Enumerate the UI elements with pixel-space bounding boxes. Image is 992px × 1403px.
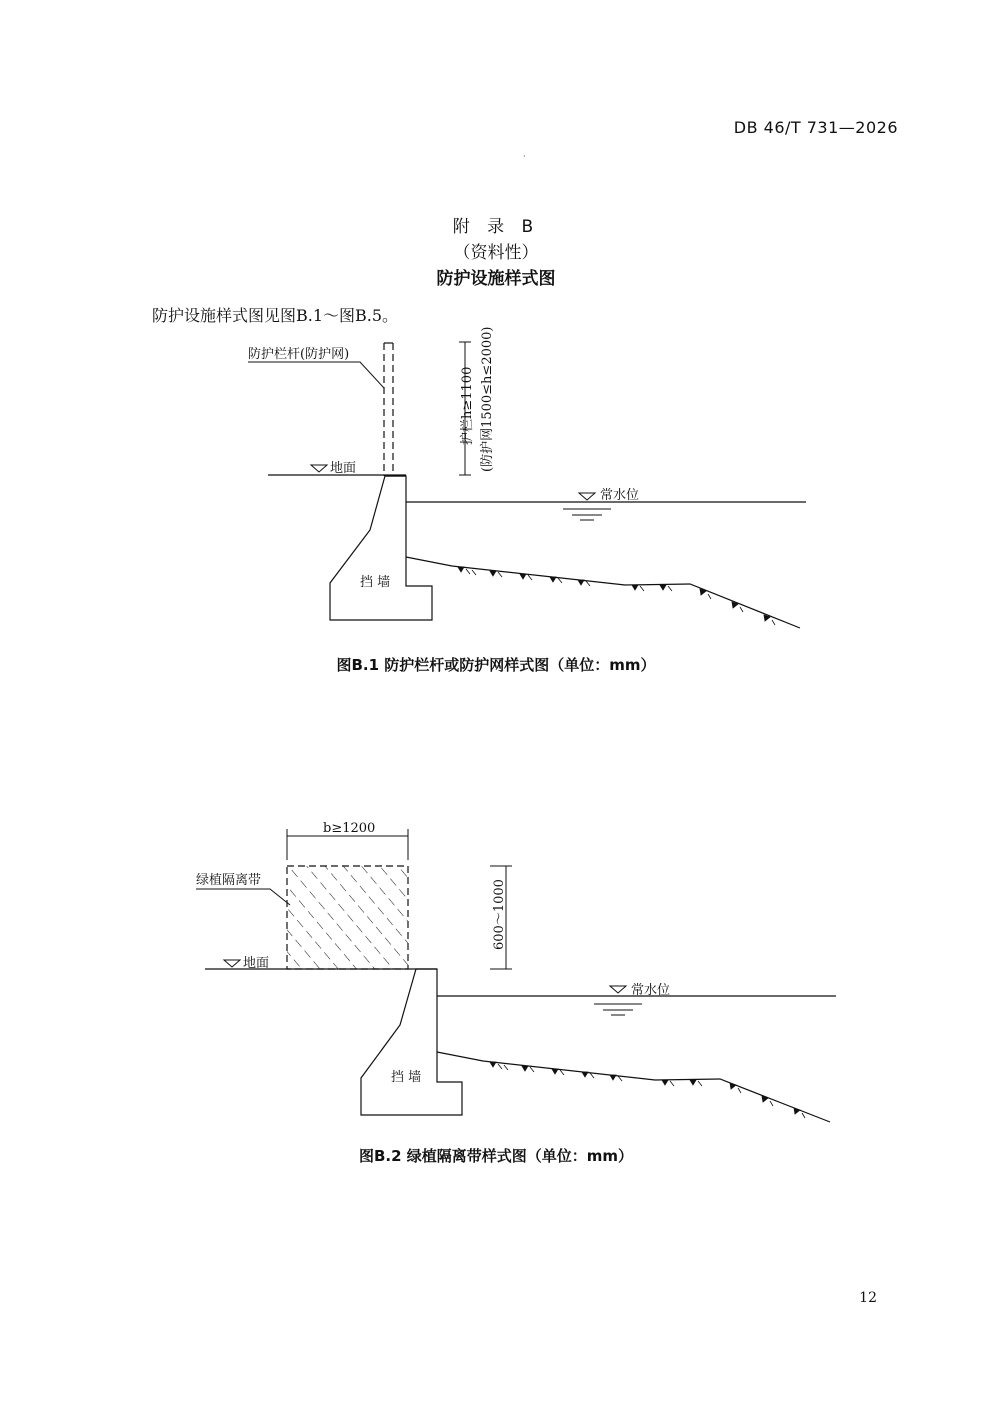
green-leader xyxy=(196,889,290,905)
ground-label-1: 地面 xyxy=(330,461,357,476)
water-label-2: 常水位 xyxy=(631,983,671,998)
standard-number: DB 46/T 731—2026 xyxy=(733,118,898,137)
figure-2 xyxy=(196,829,836,1122)
water-marker-icon xyxy=(579,493,595,500)
width-label: b≥1200 xyxy=(323,821,376,836)
appendix-nature: （资料性） xyxy=(453,243,539,263)
water-marker-icon-2 xyxy=(610,986,626,993)
rail-label: 防护栏杆(防护网) xyxy=(248,347,350,362)
figure-1-caption: 图B.1 防护栏杆或防护网样式图（单位：mm） xyxy=(336,656,656,674)
figure-1-slope-ticks xyxy=(458,567,775,625)
figure-1 xyxy=(248,342,806,628)
wall-label-2: 挡 墙 xyxy=(391,1070,422,1085)
retaining-wall-2 xyxy=(361,969,462,1115)
ground-marker-icon-2 xyxy=(224,960,240,967)
intro-text: 防护设施样式图见图B.1～图B.5。 xyxy=(152,306,399,325)
wall-label-1: 挡 墙 xyxy=(360,575,391,590)
appendix-title: 附 录 B xyxy=(452,217,540,237)
header-dot: · xyxy=(523,152,526,161)
riverbed-slope xyxy=(406,557,800,628)
green-label: 绿植隔离带 xyxy=(196,873,262,888)
height-label-2: (防护网1500≤h≤2000) xyxy=(480,326,495,472)
ground-marker-icon xyxy=(311,465,327,472)
figure-2-slope-ticks xyxy=(490,1062,805,1118)
height-label-1: 护栏h≥1100 xyxy=(460,366,475,445)
page-number: 12 xyxy=(859,1290,877,1306)
appendix-heading: 防护设施样式图 xyxy=(436,269,556,289)
figure-2-caption: 图B.2 绿植隔离带样式图（单位：mm） xyxy=(358,1147,634,1165)
water-label-1: 常水位 xyxy=(600,488,640,503)
green-belt xyxy=(287,866,408,969)
rail-leader xyxy=(248,362,384,388)
retaining-wall xyxy=(330,476,432,620)
green-height-label: 600～1000 xyxy=(492,879,507,950)
ground-label-2: 地面 xyxy=(243,956,270,971)
